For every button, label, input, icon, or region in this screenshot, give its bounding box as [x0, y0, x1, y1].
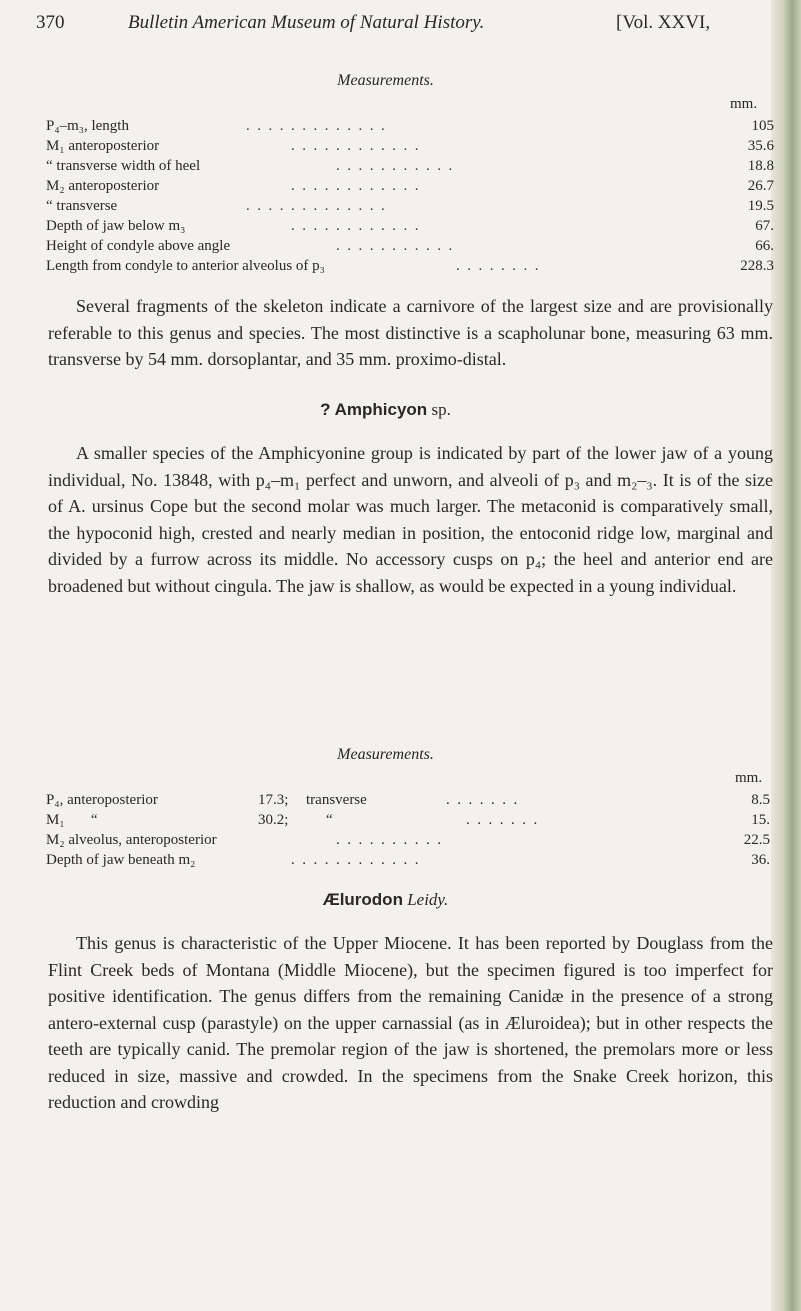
row-label: Depth of jaw beneath m₂ — [46, 852, 196, 868]
row-value: 66. — [755, 238, 774, 254]
paragraph-aelurodon — [48, 930, 773, 1116]
leader-dots: . . . . . . . . . . . — [336, 238, 453, 254]
row-label: M₂ alveolus, anteroposterior — [46, 832, 217, 848]
row-value: 19.5 — [747, 198, 774, 214]
row-value: 15. — [751, 812, 770, 828]
leader-dots: . . . . . . . . . . . . — [291, 218, 419, 234]
table-row — [46, 236, 776, 256]
table-row — [46, 850, 770, 870]
table-row — [46, 216, 776, 236]
measurements-title-1: Measurements. — [337, 72, 434, 89]
row-value: 8.5 — [751, 792, 770, 808]
row-label: Length from condyle to anterior alveolus of p₃ — [46, 258, 325, 274]
row-value: 36. — [751, 852, 770, 868]
row-label-transverse: “ — [326, 812, 333, 828]
section-heading-aelurodon — [0, 890, 786, 910]
table-row — [46, 176, 776, 196]
row-label: P₄–m₃, length — [46, 118, 129, 134]
row-value: 35.6 — [747, 138, 774, 154]
leader-dots: . . . . . . . . . . . . — [291, 852, 419, 868]
row-label: “ transverse width of heel — [46, 158, 201, 174]
leader-dots: . . . . . . . . . . — [336, 832, 441, 848]
genus-name: ? Amphicyon — [320, 400, 428, 419]
row-label: M₁ “ — [46, 812, 98, 828]
row-value: 22.5 — [743, 832, 770, 848]
table-row — [46, 810, 770, 830]
row-value: 26.7 — [747, 178, 774, 194]
row-label: “ transverse — [46, 198, 118, 214]
paragraph-text: This genus is characteristic of the Upper Miocene. It has been reported by Douglass from the Flint Creek beds of Montana (Middle Miocene), but the specimen figured is too imperfect for positive identification. The genus differs from the remaining Canidæ in the presence of a strong antero-external cusp (parastyle) on the upper carnassial (as in Æluroidea); but in other respects the teeth are typically canid. The premolar region of the jaw is shortened, the premolars more or less reduced in size, massive and crowded. In the specimens from the Snake Creek horizon, this reduction and crowding — [48, 933, 773, 1112]
row-label: Height of condyle above angle — [46, 238, 231, 254]
row-value: 67. — [755, 218, 774, 234]
leader-dots: . . . . . . . . . . . . . — [246, 118, 385, 134]
unit-label-1: mm. — [730, 96, 758, 112]
journal-title: Bulletin American Museum of Natural History. — [128, 12, 485, 33]
row-value: 228.3 — [740, 258, 774, 274]
unit-label-2: mm. — [735, 770, 763, 786]
row-label: M₁ anteroposterior — [46, 138, 160, 154]
leader-dots: . . . . . . . — [466, 812, 538, 828]
volume-label: [Vol. XXVI, — [616, 12, 711, 33]
row-label: Depth of jaw below m₃ — [46, 218, 186, 234]
table-row — [46, 116, 776, 136]
table-row — [46, 156, 776, 176]
measurements-table-2 — [46, 790, 770, 870]
section-heading-amphicyon — [0, 400, 786, 420]
genus-name: Ælurodon — [322, 890, 403, 909]
row-label-transverse: transverse — [306, 792, 367, 808]
row-value-ap: 30.2; — [258, 812, 289, 828]
row-label: M₂ anteroposterior — [46, 178, 160, 194]
page-number: 370 — [36, 12, 65, 33]
measurements-table-1 — [46, 116, 776, 276]
heading-author: sp. — [427, 400, 451, 419]
leader-dots: . . . . . . . — [446, 792, 518, 808]
table-row — [46, 790, 770, 810]
table-row — [46, 256, 776, 276]
leader-dots: . . . . . . . . . . . — [336, 158, 453, 174]
paragraph-text: A smaller species of the Amphicyonine group is indicated by part of the lower jaw of a young individual, No. 13848, with p₄–m₁ perfect and unworn, and alveoli of p₃ and m₂–₃. It is of the size of A. ursinus Cope but the second molar was much larger. The metaconid is comparatively small, the hypoconid high, crested and nearly median in position, the entoconid ridge low, marginal and divided by a furrow across its middle. No accessory cusps on p₄; the heel and anterior end are broadened but without cingula. The jaw is shallow, as would be expected in a young individual. — [48, 443, 773, 596]
paragraph-scapholunar — [48, 293, 773, 373]
table-row — [46, 196, 776, 216]
row-value: 105 — [751, 118, 774, 134]
leader-dots: . . . . . . . . . . . . — [291, 138, 419, 154]
paragraph-text: Several fragments of the skeleton indicate a carnivore of the largest size and are provisionally referable to this genus and species. The most distinctive is a scapholunar bone, measuring 63 mm. transverse by 54 mm. dorsoplantar, and 35 mm. proximo-distal. — [48, 296, 773, 369]
leader-dots: . . . . . . . . — [456, 258, 539, 274]
measurements-title-2: Measurements. — [337, 746, 434, 763]
table-row — [46, 830, 770, 850]
paragraph-amphicyon — [48, 440, 773, 599]
row-label: P₄, anteroposterior — [46, 792, 158, 808]
leader-dots: . . . . . . . . . . . . . — [246, 198, 385, 214]
heading-author: Leidy. — [402, 890, 449, 909]
leader-dots: . . . . . . . . . . . . — [291, 178, 419, 194]
table-row — [46, 136, 776, 156]
row-value-ap: 17.3; — [258, 792, 289, 808]
row-value: 18.8 — [747, 158, 774, 174]
